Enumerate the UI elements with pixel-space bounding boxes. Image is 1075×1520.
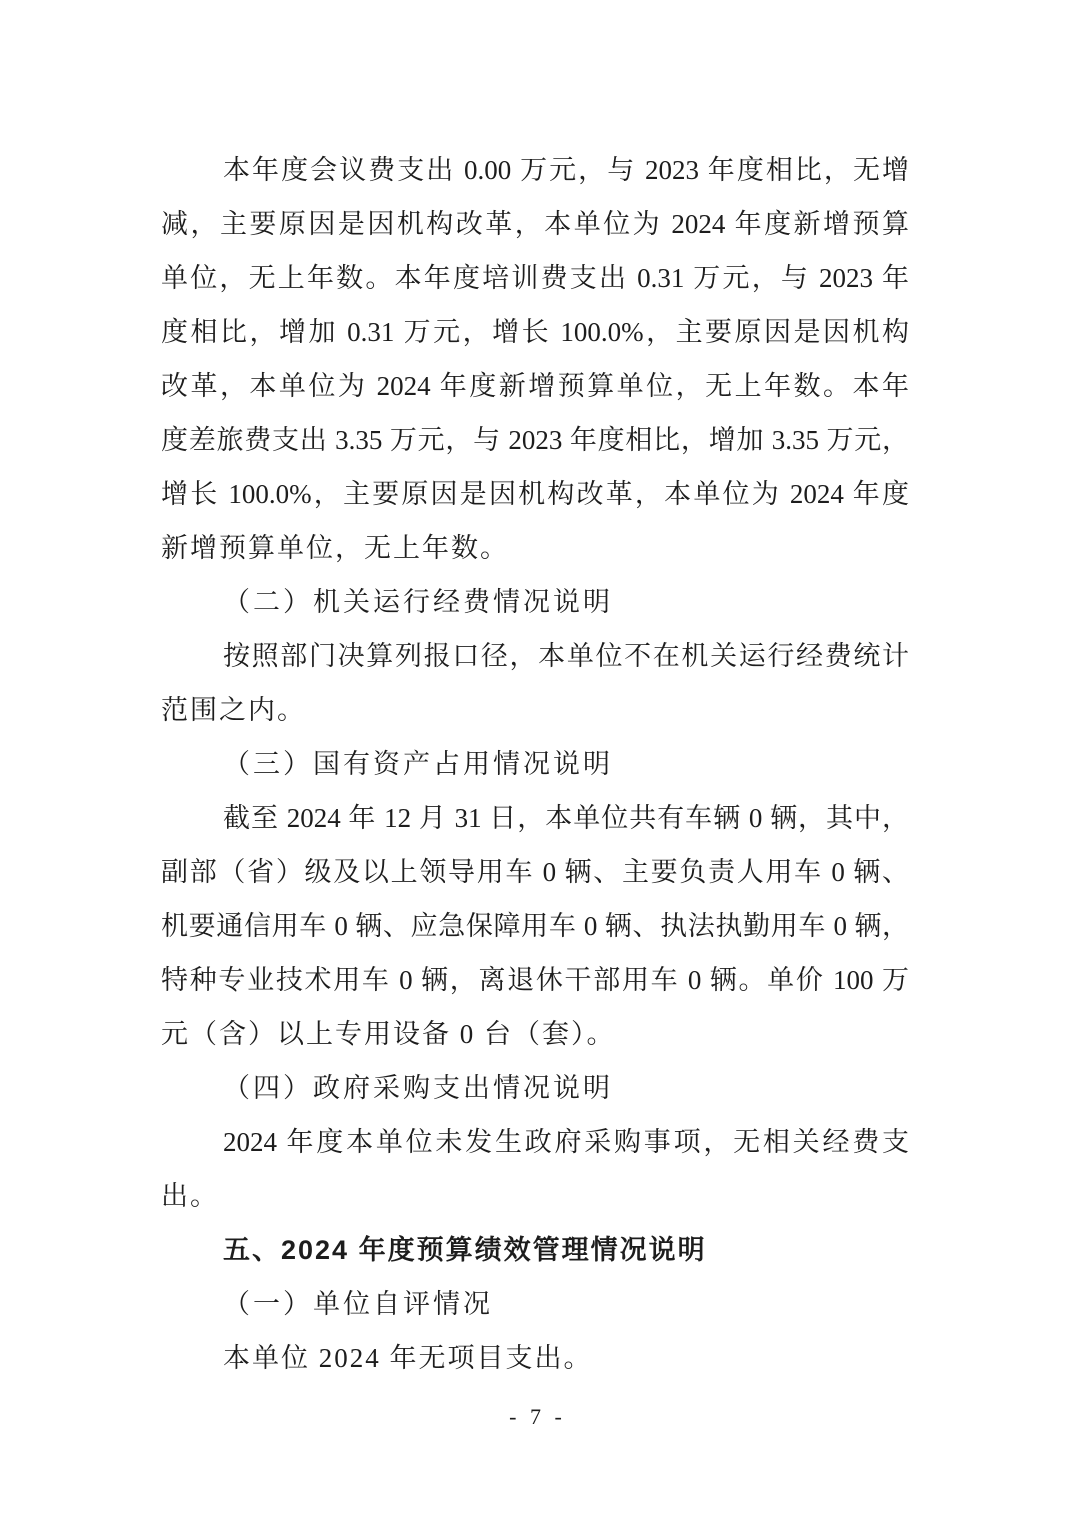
heading-subsection-one: （一）单位自评情况 — [223, 1289, 493, 1319]
paragraph-line: 副部（省）级及以上领导用车 0 辆、主要负责人用车 0 辆、 — [161, 857, 909, 887]
heading-part-five: 五、2024 年度预算绩效管理情况说明 — [223, 1235, 707, 1265]
paragraph-line: 本单位 2024 年无项目支出。 — [223, 1343, 593, 1373]
paragraph-line: 特种专业技术用车 0 辆，离退休干部用车 0 辆。单价 100 万 — [161, 965, 909, 995]
paragraph-line: 2024 年度本单位未发生政府采购事项，无相关经费支 — [223, 1127, 909, 1157]
paragraph-line: 出。 — [161, 1181, 219, 1211]
paragraph-line: 改革，本单位为 2024 年度新增预算单位，无上年数。本年 — [161, 371, 909, 401]
paragraph-line: 按照部门决算列报口径，本单位不在机关运行经费统计 — [223, 641, 909, 671]
heading-section-three: （三）国有资产占用情况说明 — [223, 749, 613, 779]
paragraph-line: 范围之内。 — [161, 695, 306, 725]
heading-section-four: （四）政府采购支出情况说明 — [223, 1073, 613, 1103]
document-body — [161, 143, 909, 1385]
page-number: - 7 - — [509, 1404, 566, 1429]
paragraph-line: 新增预算单位，无上年数。 — [161, 533, 509, 563]
paragraph-line: 本年度会议费支出 0.00 万元，与 2023 年度相比，无增 — [223, 155, 909, 185]
paragraph-line: 减，主要原因是因机构改革，本单位为 2024 年度新增预算 — [161, 209, 909, 239]
paragraph-line: 度差旅费支出 3.35 万元，与 2023 年度相比，增加 3.35 万元， — [161, 425, 909, 455]
paragraph-line: 机要通信用车 0 辆、应急保障用车 0 辆、执法执勤用车 0 辆， — [161, 911, 909, 941]
heading-section-two: （二）机关运行经费情况说明 — [223, 587, 613, 617]
paragraph-line: 增长 100.0%，主要原因是因机构改革，本单位为 2024 年度 — [161, 479, 909, 509]
paragraph-line: 单位，无上年数。本年度培训费支出 0.31 万元，与 2023 年 — [161, 263, 909, 293]
paragraph-line: 元（含）以上专用设备 0 台（套）。 — [161, 1019, 616, 1049]
paragraph-line: 截至 2024 年 12 月 31 日，本单位共有车辆 0 辆，其中， — [223, 803, 909, 833]
paragraph-line: 度相比，增加 0.31 万元，增长 100.0%，主要原因是因机构 — [161, 317, 909, 347]
